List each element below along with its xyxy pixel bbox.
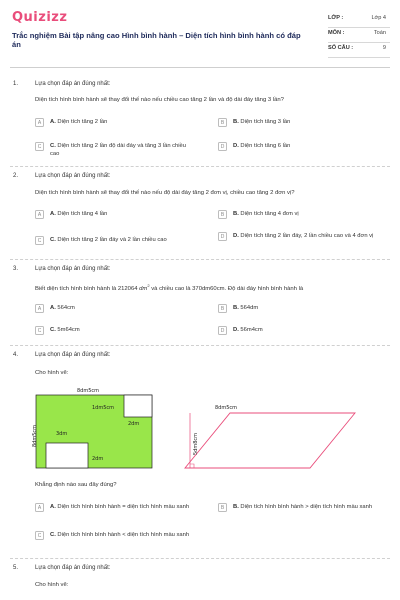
option-text: A. 564cm [50, 305, 75, 311]
option-letter-box[interactable]: A [35, 118, 44, 127]
parallelogram [185, 413, 355, 468]
option-letter-box[interactable]: A [35, 210, 44, 219]
option-letter-box[interactable]: D [218, 142, 227, 151]
option-letter-box[interactable]: B [218, 503, 227, 512]
label-inner-right: 2dm [128, 421, 140, 427]
question-number: 4. [13, 352, 19, 358]
option-text: B. 564dm [233, 305, 259, 311]
option-text: A. Diện tích hình bình hành = diện tích hình màu xanh [50, 504, 190, 510]
option-letter-box[interactable]: D [218, 232, 227, 241]
question-separator [10, 166, 390, 167]
question-prompt: Lựa chọn đáp án đúng nhất: [35, 81, 111, 87]
question-number: 3. [13, 266, 19, 272]
question-number: 5. [13, 565, 19, 571]
label-parallelogram-height: 5dm8cm [193, 432, 199, 455]
label-bottom: 2dm [92, 456, 104, 462]
option-text: B. Diện tích tăng 4 đơn vị [233, 211, 299, 217]
option-letter-box[interactable]: A [35, 503, 44, 512]
right-angle-mark [190, 464, 194, 468]
question-prompt: Lựa chọn đáp án đúng nhất: [35, 352, 111, 358]
figure-svg [30, 385, 380, 475]
option-letter-box[interactable]: D [218, 326, 227, 335]
question-subtext: Khẳng định nào sau đây đúng? [35, 482, 117, 488]
label-middle: 3dm [56, 431, 68, 437]
meta-key: LỚP : [328, 15, 344, 21]
option-text: D. 56m4cm [233, 327, 263, 333]
option-text: C. Diện tích tăng 2 lần đáy và 2 lần chiều cao [50, 237, 167, 243]
option-text: B. Diện tích tăng 3 lần [233, 119, 291, 125]
label-parallelogram-top: 8dm5cm [215, 405, 238, 411]
option-text: D. Diện tích tăng 6 lần [233, 143, 291, 149]
label-square-left: 8dm5cm [32, 424, 38, 447]
unit-dm: dm [139, 285, 148, 292]
option-text: A. Diện tích tăng 2 lần [50, 119, 108, 125]
meta-key: SỐ CÂU : [328, 45, 354, 51]
question-number: 2. [13, 173, 19, 179]
cutout-bottom-left [46, 443, 88, 468]
option-text: B. Diện tích hình bình hành > diện tích hình màu xanh [233, 504, 373, 510]
meta-value: Lớp 4 [371, 15, 386, 21]
option-letter-box[interactable]: C [35, 326, 44, 335]
question-separator [10, 558, 390, 559]
question-text: Diện tích hình bình hành sẽ thay đổi thế nào nếu chiều cao tăng 2 lần và độ dài đáy tăng 3 lần? [35, 97, 284, 103]
meta-value: 9 [382, 45, 386, 51]
label-square-top: 8dm5cm [77, 388, 100, 394]
option-letter-box[interactable]: B [218, 118, 227, 127]
question-text: Cho hình vẽ: [35, 582, 69, 588]
label-inner-top: 1dm5cm [92, 405, 115, 411]
option-letter-box[interactable]: C [35, 142, 44, 151]
option-text: C. 5m64cm [50, 327, 80, 333]
question-prompt: Lựa chọn đáp án đúng nhất: [35, 565, 111, 571]
question-text: Biết diện tích hình bình hành là 212064 $dm^2$ và chiều cao là 370dm60cm. Độ dài đáy hình bình hành là [35, 283, 304, 292]
question-separator [10, 259, 390, 260]
option-text: C. Diện tích tăng 2 lần độ dài đáy và tăng 3 lần chiều cao [50, 143, 187, 157]
question-prompt: Lựa chọn đáp án đúng nhất: [35, 266, 111, 272]
meta-row-subject [328, 28, 390, 43]
question-separator [10, 345, 390, 346]
option-letter-box[interactable]: A [35, 304, 44, 313]
option-letter-box[interactable]: B [218, 210, 227, 219]
option-text: A. Diện tích tăng 4 lần [50, 211, 108, 217]
question-prompt: Lựa chọn đáp án đúng nhất: [35, 173, 111, 179]
meta-value: Toán [373, 30, 386, 36]
cutout-top-right [124, 395, 152, 417]
question-text: Diện tích hình bình hành sẽ thay đổi thế nào nếu độ dài đáy tăng 2 đơn vị, chiều cao tăng 2 đơn vị? [35, 190, 295, 196]
option-letter-box[interactable]: B [218, 304, 227, 313]
header-divider [10, 67, 390, 68]
option-letter-box[interactable]: C [35, 531, 44, 540]
question-figure [30, 385, 380, 475]
question-number: 1. [13, 81, 19, 87]
meta-row-class [328, 13, 390, 28]
document-title: Trắc nghiệm Bài tập nâng cao Hình bình hành – Diện tích hình bình hành có đáp án [12, 31, 301, 49]
meta-table [328, 13, 390, 58]
meta-key: MÔN : [328, 30, 345, 36]
quizizz-logo: Quizizz [12, 10, 68, 25]
option-text: C. Diện tích hình bình hành < diện tích hình màu xanh [50, 532, 190, 538]
option-letter-box[interactable]: C [35, 236, 44, 245]
question-text: Cho hình vẽ: [35, 370, 69, 376]
option-text: D. Diện tích tăng 2 lần đáy, 2 lần chiều cao và 4 đơn vị [233, 233, 374, 239]
unit-exponent: 2 [147, 283, 150, 288]
meta-row-count [328, 43, 390, 58]
